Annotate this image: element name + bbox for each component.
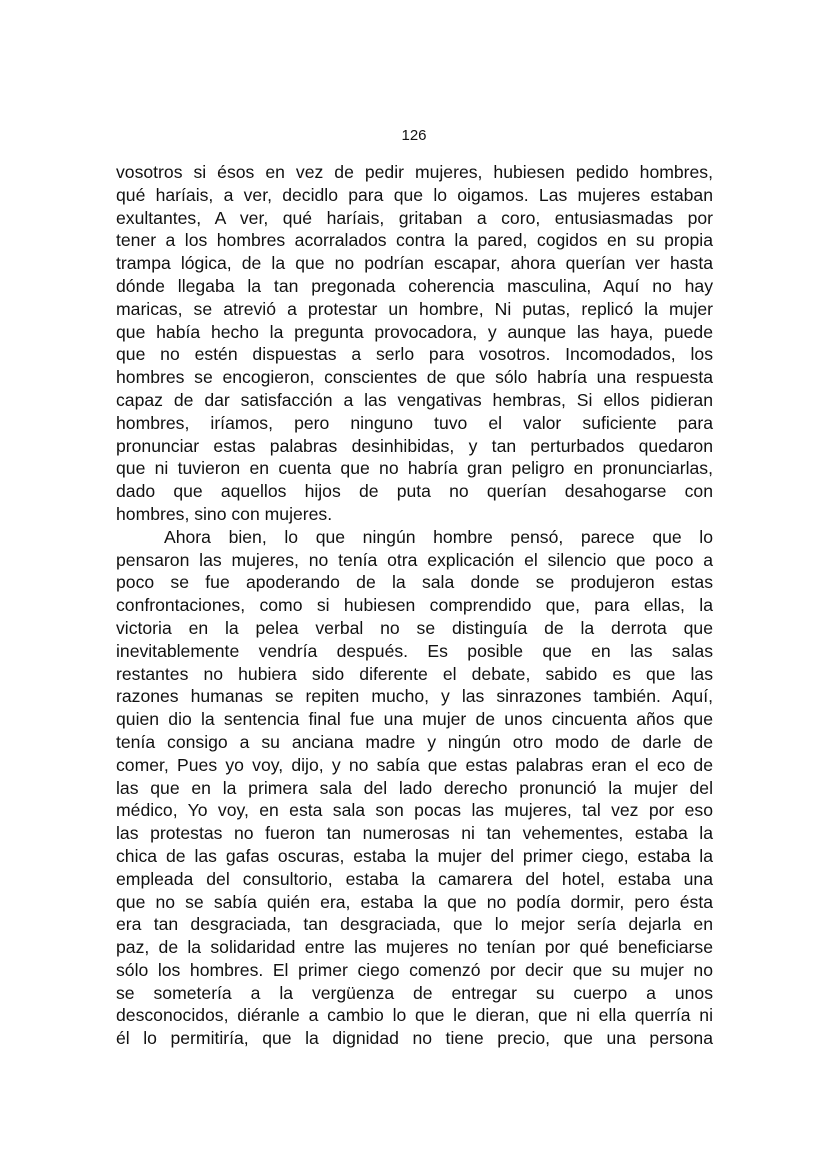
text-line: confrontaciones, como si hubiesen comprendido que, para ellas, la — [116, 595, 713, 616]
text-line: hombres, iríamos, pero ninguno tuvo el valor suficiente para — [116, 412, 713, 433]
text-line: las protestas no fueron tan numerosas ni tan vehementes, estaba la — [116, 823, 713, 844]
text-line: maricas, se atrevió a protestar un hombre, Ni putas, replicó la mujer — [116, 298, 713, 319]
text-line: médico, Yo voy, en esta sala son pocas las mujeres, tal vez por eso — [116, 800, 713, 821]
text-line: que ni tuvieron en cuenta que no habría gran peligro en pronunciarlas, — [116, 458, 713, 479]
paragraph-end-line: hombres, sino con mujeres. — [116, 503, 333, 524]
text-line: capaz de dar satisfacción a las vengativas hembras, Si ellos pidieran — [116, 389, 713, 410]
text-line: qué haríais, a ver, decidlo para que lo oigamos. Las mujeres estaban — [116, 184, 713, 205]
text-line: las que en la primera sala del lado derecho pronunció la mujer del — [116, 777, 713, 798]
text-line: quien dio la sentencia final fue una mujer de unos cincuenta años que — [116, 709, 713, 730]
text-line: pronunciar estas palabras desinhibidas, y tan perturbados quedaron — [116, 435, 713, 456]
text-line: tener a los hombres acorralados contra la pared, cogidos en su propia — [116, 230, 713, 251]
text-line: se sometería a la vergüenza de entregar su cuerpo a unos — [116, 982, 713, 1003]
text-line: él lo permitiría, que la dignidad no tiene precio, que una persona — [116, 1028, 713, 1049]
text-line: dónde llegaba la tan pregonada coherencia masculina, Aquí no hay — [116, 275, 713, 296]
text-line: dado que aquellos hijos de puta no querían desahogarse con — [116, 481, 713, 502]
paragraph-start-line: Ahora bien, lo que ningún hombre pensó, parece que lo — [164, 526, 713, 547]
text-line: desconocidos, diéranle a cambio lo que le dieran, que ni ella querría ni — [116, 1005, 713, 1026]
text-line: exultantes, A ver, qué haríais, gritaban a coro, entusiasmadas por — [116, 207, 713, 228]
text-line: sólo los hombres. El primer ciego comenzó por decir que su mujer no — [116, 959, 713, 980]
text-line: comer, Pues yo voy, dijo, y no sabía que estas palabras eran el eco de — [116, 754, 713, 775]
text-line: trampa lógica, de la que no podrían escapar, ahora querían ver hasta — [116, 253, 713, 274]
text-line: chica de las gafas oscuras, estaba la mujer del primer ciego, estaba la — [116, 845, 713, 866]
text-line: que no se sabía quién era, estaba la que no podía dormir, pero ésta — [116, 891, 713, 912]
text-line: pensaron las mujeres, no tenía otra explicación el silencio que poco a — [116, 549, 713, 570]
text-line: victoria en la pelea verbal no se distinguía de la derrota que — [116, 617, 713, 638]
text-line: inevitablemente vendría después. Es posible que en las salas — [116, 640, 713, 661]
text-line: tenía consigo a su anciana madre y ningún otro modo de darle de — [116, 731, 713, 752]
text-line: paz, de la solidaridad entre las mujeres no tenían por qué beneficiarse — [116, 937, 713, 958]
text-line: razones humanas se repiten mucho, y las sinrazones también. Aquí, — [116, 686, 713, 707]
text-line: vosotros si ésos en vez de pedir mujeres, hubiesen pedido hombres, — [116, 162, 713, 182]
body-text — [116, 161, 713, 1050]
page-number: 126 — [401, 127, 427, 144]
text-line: restantes no hubiera sido diferente el debate, sabido es que las — [116, 663, 713, 684]
text-line: hombres se encogieron, conscientes de que sólo habría una respuesta — [116, 367, 713, 388]
text-line: que había hecho la pregunta provocadora, y aunque las haya, puede — [116, 321, 713, 342]
text-line: que no estén dispuestas a serlo para vosotros. Incomodados, los — [116, 344, 713, 365]
text-line: poco se fue apoderando de la sala donde se produjeron estas — [116, 572, 713, 593]
text-line: era tan desgraciada, tan desgraciada, que lo mejor sería dejarla en — [116, 914, 713, 935]
text-line: empleada del consultorio, estaba la camarera del hotel, estaba una — [116, 868, 713, 889]
